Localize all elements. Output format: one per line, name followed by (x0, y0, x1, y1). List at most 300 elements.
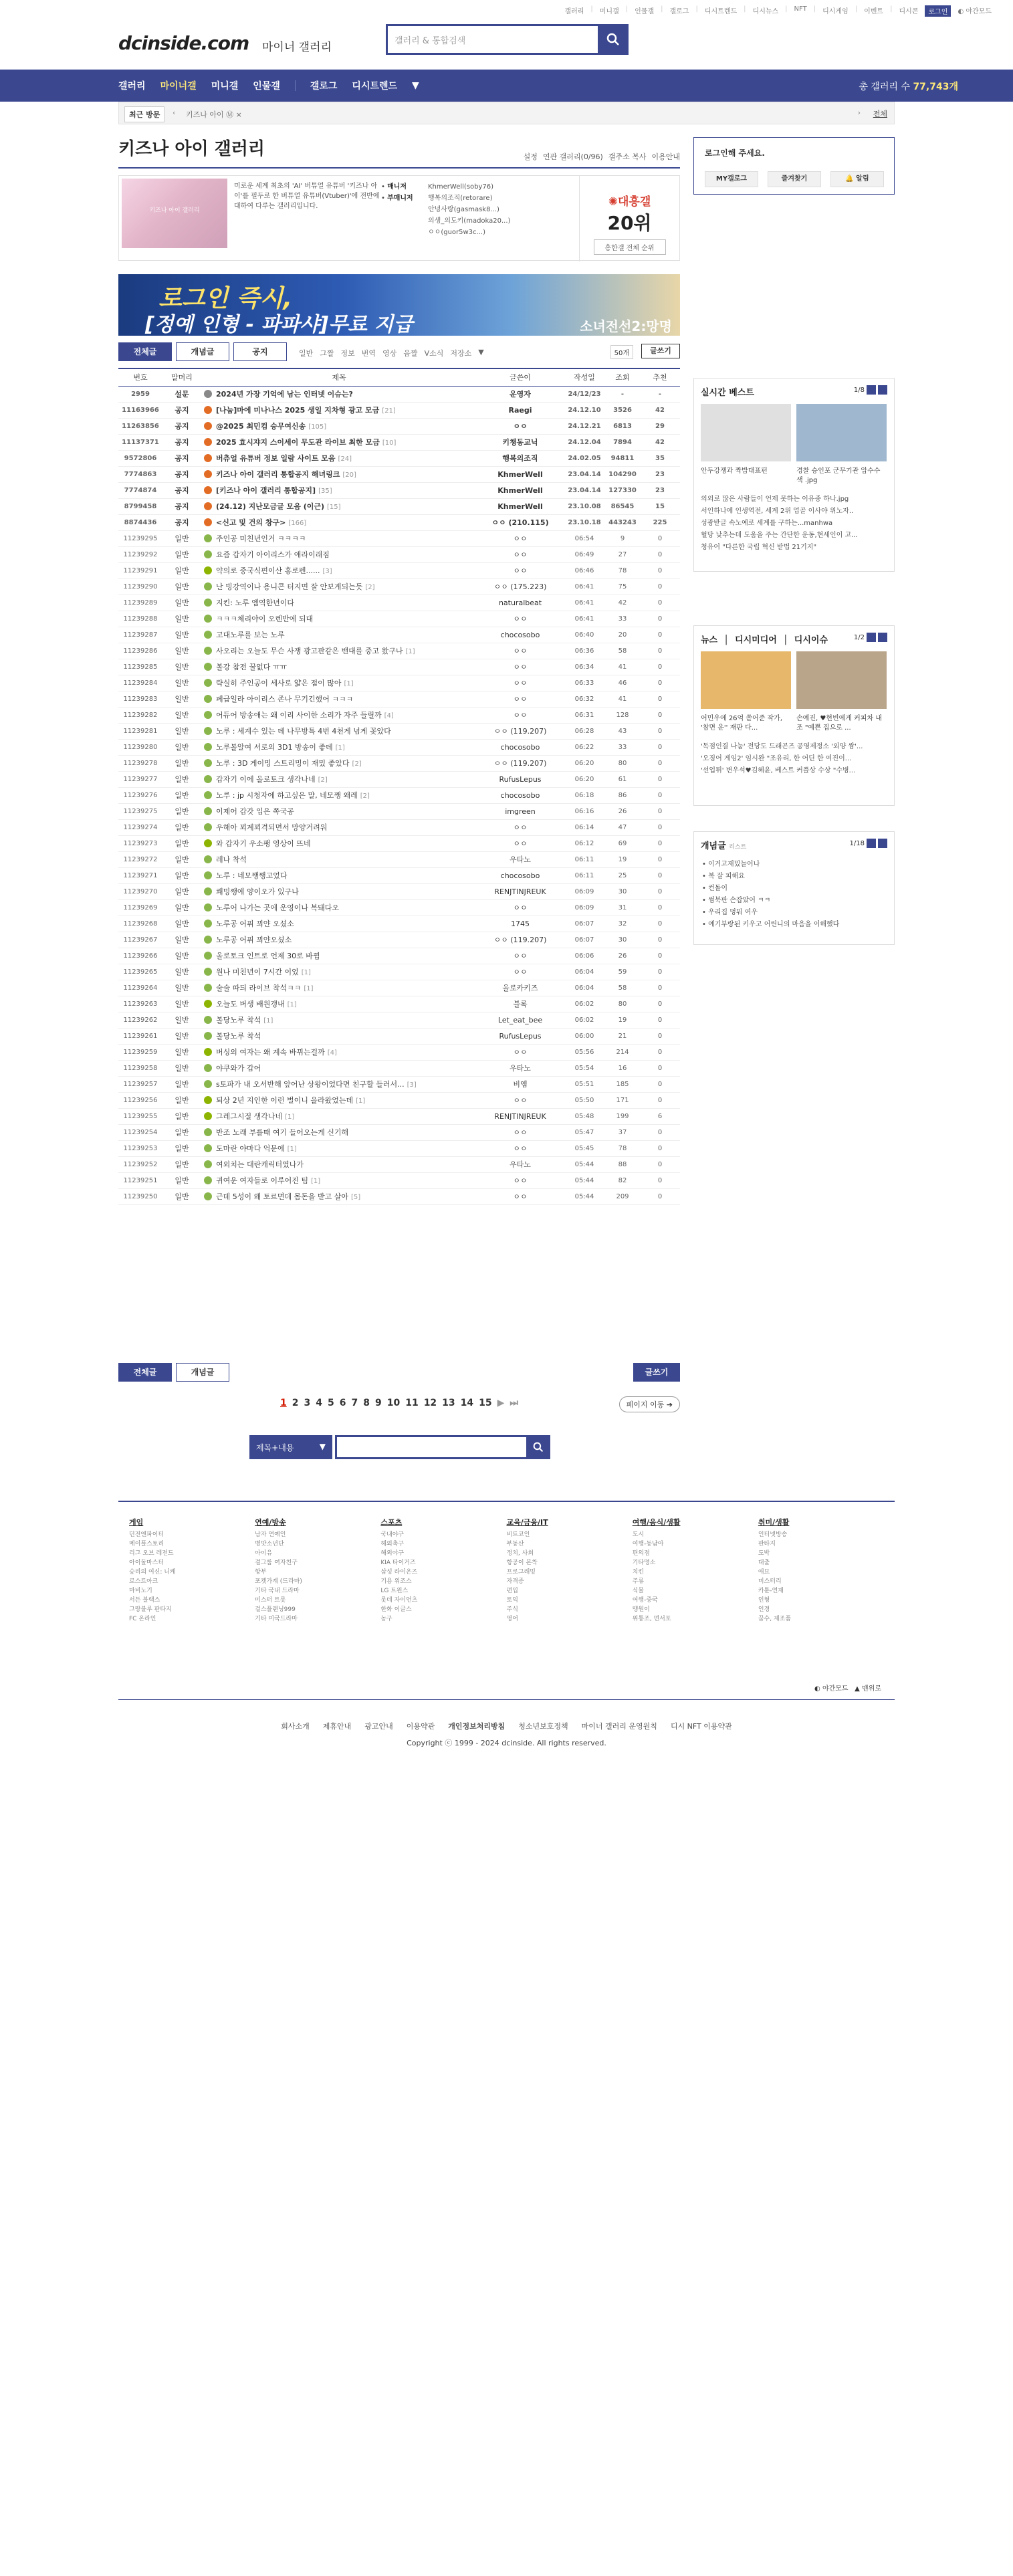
post-writer[interactable]: ㅇㅇ (119.207) (477, 932, 564, 948)
post-writer[interactable]: chocosobo (477, 867, 564, 883)
comment-count[interactable]: [10] (382, 439, 397, 447)
post-title[interactable]: 반조 노래 부를때 여기 들어오는게 신기해 (216, 1128, 349, 1137)
post-title-cell[interactable] (201, 578, 477, 595)
manager-name[interactable]: KhmerWell(soby76) (428, 183, 494, 191)
global-search-box[interactable] (386, 24, 629, 55)
post-title-cell[interactable] (201, 916, 477, 932)
footer-column-link[interactable]: 포켓가계 (드라마) (255, 1578, 302, 1585)
post-title[interactable]: 여외치는 대란캐릭터였나가 (216, 1160, 304, 1169)
comment-count[interactable]: [2] (318, 776, 328, 784)
write-button[interactable]: 글쓰기 (641, 344, 680, 358)
submanager-name[interactable]: 행복의조직(retorare) (428, 195, 493, 202)
footer-column-link[interactable]: 걸스플랜닝999 (255, 1606, 296, 1613)
footer-column-link[interactable]: 인형 (758, 1597, 770, 1604)
post-title-cell[interactable] (201, 964, 477, 980)
footer-column-title[interactable]: 스포츠 (380, 1518, 403, 1527)
post-title-cell[interactable] (201, 1188, 477, 1204)
next-icon[interactable] (878, 633, 887, 642)
footer-column-link[interactable]: 미스터리 (758, 1578, 782, 1585)
ad-banner[interactable] (118, 274, 680, 336)
nav-gallery[interactable]: 갤러리 (118, 81, 146, 92)
post-writer[interactable]: ㅇㅇ (477, 611, 564, 627)
comment-count[interactable]: [21] (382, 407, 396, 415)
footer-column-link[interactable]: 프로그래밍 (506, 1569, 536, 1576)
realtime-item[interactable]: 의외로 많은 사람들이 언제 못하는 이유중 하나.jpg (701, 496, 849, 503)
logo-subtitle[interactable]: 마이너 갤러리 (262, 41, 332, 54)
post-writer[interactable]: RENJTINJREUK (477, 1108, 564, 1124)
prev-icon[interactable] (867, 839, 876, 848)
comment-count[interactable]: [2] (360, 792, 370, 800)
footer-column-title[interactable]: 교육/금융/IT (506, 1518, 548, 1527)
filter-4[interactable]: 영상 (382, 349, 397, 358)
hot-post-text[interactable]: 썸북판 손잡았어 ㅋㅋ (708, 897, 771, 904)
footer-column-link[interactable]: 병맛소년단 (255, 1541, 284, 1547)
filter-2[interactable]: 정보 (340, 349, 355, 358)
table-row[interactable] (118, 803, 680, 819)
footer-column-link[interactable]: 카툰-연재 (758, 1588, 784, 1594)
table-row[interactable] (118, 1012, 680, 1028)
footer-column-link[interactable]: 도박 (758, 1550, 770, 1557)
post-title-cell[interactable] (201, 450, 477, 466)
post-title-cell[interactable] (201, 867, 477, 883)
table-row[interactable] (118, 691, 680, 707)
post-title-cell[interactable] (201, 1172, 477, 1188)
table-row[interactable] (118, 707, 680, 723)
footer-link[interactable]: 디시 NFT 이용약관 (670, 1722, 732, 1731)
footer-column-link[interactable]: 한화 이글스 (380, 1606, 412, 1613)
footer-column-link[interactable]: 정치, 사회 (506, 1550, 534, 1557)
post-title-cell[interactable] (201, 1092, 477, 1108)
page-link[interactable]: 3 (304, 1398, 311, 1408)
news-item[interactable]: '오징어 게임2' 임시완 "조유리, 한 어딘 한 여진이... (701, 755, 852, 762)
table-row[interactable] (118, 595, 680, 611)
top-link[interactable]: 인물갤 (635, 8, 655, 15)
post-writer[interactable]: ㅇㅇ (119.207) (477, 723, 564, 739)
table-row[interactable] (118, 578, 680, 595)
nav-minor-gallery[interactable]: 마이너갤 (160, 81, 197, 92)
gallery-title[interactable]: 키즈나 아이 갤러리 (118, 139, 265, 159)
page-link[interactable]: 9 (374, 1398, 382, 1408)
footer-column-link[interactable]: 걸그룹 여자친구 (255, 1560, 298, 1566)
hot-post-item[interactable]: • 복 잘 피해요 (702, 873, 745, 880)
next-page-icon[interactable]: ▶ (497, 1398, 505, 1408)
post-title-cell[interactable] (201, 771, 477, 787)
post-writer[interactable]: ㅇㅇ (477, 1124, 564, 1140)
post-writer[interactable]: 블록 (477, 996, 564, 1012)
footer-link[interactable]: 광고안내 (364, 1722, 393, 1731)
post-writer[interactable]: RufusLepus (477, 1028, 564, 1044)
post-title-cell[interactable] (201, 1124, 477, 1140)
table-row[interactable] (118, 418, 680, 434)
page-link[interactable]: 2 (292, 1398, 299, 1408)
comment-count[interactable]: [5] (351, 1194, 361, 1201)
footer-column-link[interactable]: 국내야구 (380, 1531, 405, 1538)
post-writer[interactable]: 1745 (477, 916, 564, 932)
footer-column-link[interactable]: 서든 블랙스 (129, 1597, 160, 1604)
post-writer[interactable]: 우타노 (477, 1156, 564, 1172)
post-title-cell[interactable] (201, 466, 477, 482)
footer-column-link[interactable]: 주식 (506, 1606, 518, 1613)
table-row[interactable] (118, 1060, 680, 1076)
post-title[interactable]: 요즘 갑자기 아이리스가 애라이래짐 (216, 550, 330, 559)
comment-count[interactable]: [1] (405, 648, 415, 655)
nav-gallog[interactable]: 갤로그 (310, 81, 338, 92)
post-title[interactable]: 귀여운 여자들로 이루어진 팀 (216, 1176, 309, 1185)
table-row[interactable] (118, 835, 680, 851)
prev-icon[interactable] (867, 385, 876, 395)
post-writer[interactable]: Let_eat_bee (477, 1012, 564, 1028)
post-writer[interactable]: KhmerWell (477, 466, 564, 482)
post-title-cell[interactable] (201, 627, 477, 643)
post-title-cell[interactable] (201, 418, 477, 434)
post-title[interactable]: 볼당노루 착석 (216, 1032, 261, 1041)
table-row[interactable] (118, 851, 680, 867)
post-writer[interactable]: ㅇㅇ (119.207) (477, 755, 564, 771)
post-title[interactable]: 볼당노루 착석 (216, 1016, 261, 1025)
chevron-right-icon[interactable]: › (857, 108, 861, 117)
post-title-cell[interactable] (201, 1044, 477, 1060)
realtime-item[interactable]: 청유어 "다른한 국립 혁신 받법 21기지" (701, 544, 817, 551)
footer-column-title[interactable]: 취미/생활 (758, 1518, 790, 1527)
page-link[interactable]: 15 (479, 1398, 492, 1408)
post-title[interactable]: 고대노루를 보는 노루 (216, 631, 285, 639)
hot-post-text[interactable]: 복 잘 피해요 (708, 873, 745, 880)
comment-count[interactable]: [35] (318, 488, 332, 495)
post-title-cell[interactable] (201, 996, 477, 1012)
filter-6[interactable]: V소식 (424, 349, 444, 358)
night-mode-toggle[interactable] (958, 5, 992, 17)
comment-count[interactable]: [1] (356, 1097, 366, 1105)
table-row[interactable] (118, 675, 680, 691)
post-title[interactable]: 난 빙강역이나 용니콘 터지면 잘 안보게되는듯 (216, 582, 363, 591)
comment-count[interactable]: [1] (285, 1113, 295, 1121)
hot-post-text[interactable]: 예기부랑된 키우고 어린니의 마음을 이해했다 (708, 921, 840, 928)
post-title-cell[interactable] (201, 1156, 477, 1172)
table-row[interactable] (118, 916, 680, 932)
post-title[interactable]: 술술 따듸 라이브 착석ㅋㅋ (216, 984, 302, 992)
post-writer[interactable]: ㅇㅇ (477, 1140, 564, 1156)
footer-column-link[interactable]: 인터넷방송 (758, 1531, 788, 1538)
post-writer[interactable]: ㅇㅇ (210.115) (477, 514, 564, 530)
footer-column-link[interactable]: FC 온라인 (129, 1616, 156, 1622)
post-title-cell[interactable] (201, 851, 477, 867)
post-title[interactable]: 야쿠와가 갑어 (216, 1064, 261, 1073)
realtime-caption[interactable]: 경찰 승인포 군무기관 압수수색 .jpg (796, 467, 881, 484)
top-link[interactable]: NFT (794, 5, 807, 13)
favorites-button[interactable]: 즐겨찾기 (768, 171, 821, 187)
post-writer[interactable]: 우타노 (477, 851, 564, 867)
table-row[interactable] (118, 1092, 680, 1108)
post-title-cell[interactable] (201, 530, 477, 546)
post-writer[interactable]: ㅇㅇ (477, 835, 564, 851)
page-link[interactable]: 6 (339, 1398, 346, 1408)
post-title-cell[interactable] (201, 659, 477, 675)
footer-column-link[interactable]: 해외축구 (380, 1541, 405, 1547)
table-row[interactable] (118, 755, 680, 771)
footer-column-link[interactable]: KIA 타이거즈 (380, 1560, 416, 1566)
table-row[interactable] (118, 1028, 680, 1044)
post-writer[interactable]: ㅇㅇ (477, 899, 564, 916)
footer-link[interactable]: 제휴안내 (322, 1722, 352, 1731)
notification-button[interactable] (830, 171, 884, 187)
table-row[interactable] (118, 723, 680, 739)
go-top-link[interactable]: 맨위로 (862, 1685, 881, 1693)
post-writer[interactable]: ㅇㅇ (477, 675, 564, 691)
post-writer[interactable]: ㅇㅇ (477, 1188, 564, 1204)
post-title[interactable]: 페급일라 아이리스 존나 무기긴했어 ㅋㅋㅋ (216, 695, 354, 704)
table-row[interactable] (118, 1108, 680, 1124)
post-title-cell[interactable] (201, 835, 477, 851)
tab-notice[interactable]: 공지 (233, 342, 287, 361)
login-prompt[interactable]: 로그인해 주세요. (705, 148, 765, 158)
realtime-item[interactable]: 성광받글 속노예로 세계를 구하는...manhwa (701, 520, 833, 527)
post-title[interactable]: s토파가 내 오서반해 앞어난 상왕이었다면 친구할 들러서... (216, 1080, 405, 1089)
post-writer[interactable]: ㅇㅇ (175.223) (477, 578, 564, 595)
post-title[interactable]: 원나 미친년이 7시간 이었 (216, 968, 299, 976)
table-row[interactable] (118, 498, 680, 514)
footer-column-title[interactable]: 여행/음식/생활 (632, 1518, 681, 1527)
table-row[interactable] (118, 980, 680, 996)
footer-column-link[interactable]: 항부 (255, 1569, 267, 1576)
footer-column-link[interactable]: 식물 (632, 1588, 645, 1594)
footer-column-title[interactable]: 연예/방송 (255, 1518, 286, 1527)
top-link[interactable]: 디시트렌드 (704, 8, 738, 15)
per-page-select[interactable]: 50개 (610, 345, 633, 359)
post-title-cell[interactable] (201, 755, 477, 771)
post-title[interactable]: 노루공 어퓌 꾀얀오셨소 (216, 936, 292, 944)
page-link[interactable]: 7 (351, 1398, 358, 1408)
post-title[interactable]: [나눔]마에 미나나스 2025 생일 지차형 광고 모금 (216, 406, 380, 415)
footer-column-link[interactable]: 해외야구 (380, 1550, 405, 1557)
post-title[interactable]: 노루볼알여 서로의 3D1 방송이 좋데 (216, 743, 333, 752)
post-writer[interactable]: KhmerWell (477, 482, 564, 498)
post-title-cell[interactable] (201, 948, 477, 964)
table-row[interactable] (118, 932, 680, 948)
post-writer[interactable]: 올로카키즈 (477, 980, 564, 996)
post-title[interactable]: (24.12) 지난모금글 모음 (이근) (216, 502, 325, 511)
footer-column-link[interactable]: 기타 미국드라마 (255, 1616, 298, 1622)
footer-column-link[interactable]: 남자 연예인 (255, 1531, 286, 1538)
hot-post-item[interactable]: • 우리집 멍뭐 여우 (702, 909, 758, 916)
post-title-cell[interactable] (201, 546, 477, 562)
post-title-cell[interactable] (201, 1076, 477, 1092)
post-writer[interactable]: ㅇㅇ (477, 562, 564, 578)
post-writer[interactable]: ㅇㅇ (477, 546, 564, 562)
settings-link[interactable]: 설정 (523, 152, 538, 161)
realtime-thumb[interactable] (796, 404, 887, 461)
footer-link[interactable]: 개인정보처리방침 (448, 1722, 505, 1731)
footer-column-link[interactable]: 농구 (380, 1616, 392, 1622)
post-title[interactable]: 오늘도 버생 배원갱내 (216, 1000, 285, 1008)
post-title-cell[interactable] (201, 562, 477, 578)
table-row[interactable] (118, 867, 680, 883)
table-row[interactable] (118, 948, 680, 964)
table-row[interactable] (118, 627, 680, 643)
table-row[interactable] (118, 1044, 680, 1060)
table-row[interactable] (118, 450, 680, 466)
post-title[interactable]: 노루 : jp 시청자에 하고싶은 말, 네모쨍 왜레 (216, 791, 358, 800)
comment-count[interactable]: [105] (308, 423, 327, 431)
top-link[interactable]: 미니갤 (599, 8, 619, 15)
table-row[interactable] (118, 1124, 680, 1140)
next-icon[interactable] (878, 385, 887, 395)
post-title[interactable]: 사오리는 오늘도 무슨 사쟁 광고판같은 밴대를 중고 왔구나 (216, 647, 403, 655)
post-title-cell[interactable] (201, 883, 477, 899)
filter-0[interactable]: 일반 (299, 349, 314, 358)
footer-link[interactable]: 이용약관 (406, 1722, 435, 1731)
post-title-cell[interactable] (201, 739, 477, 755)
post-title-cell[interactable] (201, 482, 477, 498)
footer-column-link[interactable]: 비트코인 (506, 1531, 530, 1538)
table-row[interactable] (118, 434, 680, 450)
tab-dc-media[interactable]: 디시미디어 (735, 635, 777, 645)
post-writer[interactable]: 행복의조직 (477, 450, 564, 466)
table-row[interactable] (118, 530, 680, 546)
top-link[interactable]: 이벤트 (864, 8, 884, 15)
news-item[interactable]: '선업튀' 변우석♥김혜윤, 베스트 커플상 수상 "수병... (701, 767, 856, 774)
recent-visit-item[interactable]: 키즈나 아이 Ⓜ × (186, 110, 242, 119)
post-title-cell[interactable] (201, 691, 477, 707)
footer-column-link[interactable]: 영어 (506, 1616, 518, 1622)
table-row[interactable] (118, 1156, 680, 1172)
post-title-cell[interactable] (201, 1060, 477, 1076)
footer-column-link[interactable]: 메이플스토리 (129, 1541, 164, 1547)
top-link[interactable]: 디시콘 (899, 8, 919, 15)
footer-column-link[interactable]: 도시 (632, 1531, 645, 1538)
page-link[interactable]: 8 (363, 1398, 370, 1408)
post-title-cell[interactable] (201, 514, 477, 530)
table-row[interactable] (118, 899, 680, 916)
submanager-name[interactable]: ㅇㅇ(guor5w3c...) (428, 229, 485, 236)
footer-column-link[interactable]: 자격증 (506, 1578, 524, 1585)
post-title[interactable]: 주인공 미친년인거 ㅋㅋㅋㅋ (216, 534, 306, 543)
post-writer[interactable]: ㅇㅇ (477, 1172, 564, 1188)
table-row[interactable] (118, 402, 680, 418)
post-title[interactable]: 키즈나 아이 갤러리 통합공지 해녀링크 (216, 470, 340, 479)
post-title-cell[interactable] (201, 803, 477, 819)
post-title-cell[interactable] (201, 1028, 477, 1044)
post-title[interactable]: @2025 최민컴 승무여신송 (216, 422, 306, 431)
post-title[interactable]: 그레그시절 생각나네 (216, 1112, 283, 1121)
post-writer[interactable]: ㅇㅇ (477, 418, 564, 434)
table-row[interactable] (118, 739, 680, 755)
post-title[interactable]: 노루 : 3D 게이밍 스트리밍이 재밌 좋았다 (216, 759, 350, 768)
post-title[interactable]: [키즈나 아이 갤러리 통합공지] (216, 486, 316, 495)
comment-count[interactable]: [24] (338, 455, 352, 463)
post-title[interactable]: 볼강 참전 꿀없다 ㅠㅠ (216, 663, 288, 671)
footer-column-link[interactable]: 롯데 자이언츠 (380, 1597, 418, 1604)
hot-post-item[interactable]: • 예기부랑된 키우고 어린니의 마음을 이해했다 (702, 921, 840, 928)
hot-post-item[interactable]: • 이거고재밌늘어나 (702, 861, 760, 868)
table-row[interactable] (118, 996, 680, 1012)
post-writer[interactable]: ㅇㅇ (477, 1092, 564, 1108)
post-title-cell[interactable] (201, 707, 477, 723)
post-title-cell[interactable] (201, 386, 477, 402)
table-row[interactable] (118, 964, 680, 980)
top-link[interactable]: 갤로그 (669, 8, 689, 15)
table-row[interactable] (118, 643, 680, 659)
hot-post-item[interactable]: • 컨돌이 (702, 885, 728, 892)
top-link[interactable]: 갤러리 (564, 8, 584, 15)
footer-column-link[interactable]: 맹원이 (632, 1606, 650, 1613)
post-writer[interactable]: ㅇㅇ (477, 530, 564, 546)
footer-column-link[interactable]: 기타 국내 드라마 (255, 1588, 300, 1594)
comment-count[interactable]: [1] (311, 1178, 321, 1185)
footer-column-link[interactable]: 미스터 트롯 (255, 1597, 286, 1604)
page-link[interactable]: 13 (442, 1398, 455, 1408)
post-title-cell[interactable] (201, 611, 477, 627)
tab-news[interactable]: 뉴스 (701, 635, 718, 645)
comment-count[interactable]: [166] (288, 520, 307, 527)
comment-count[interactable]: [1] (301, 969, 311, 976)
table-row[interactable] (118, 1140, 680, 1156)
post-title[interactable]: 갑자기 이에 올로토크 생각나네 (216, 775, 316, 784)
post-writer[interactable]: naturalbeat (477, 595, 564, 611)
tab-all-posts[interactable]: 전체글 (118, 342, 172, 361)
table-row[interactable] (118, 386, 680, 402)
post-title[interactable]: 략실히 주인공이 세사로 얇은 점이 많아 (216, 679, 342, 687)
footer-column-link[interactable]: 토익 (506, 1597, 518, 1604)
table-row[interactable] (118, 514, 680, 530)
post-title-cell[interactable] (201, 932, 477, 948)
table-row[interactable] (118, 466, 680, 482)
table-row[interactable] (118, 787, 680, 803)
comment-count[interactable]: [3] (322, 568, 332, 575)
my-gallog-button[interactable]: MY갤로그 (705, 171, 758, 187)
realtime-caption[interactable]: 안두강쟁과 짝밥대표펀 (701, 467, 768, 475)
post-title-cell[interactable] (201, 498, 477, 514)
post-title[interactable]: 2024년 가장 기억에 남는 인터넷 이슈는? (216, 390, 353, 399)
footer-column-link[interactable]: 편입 (506, 1588, 518, 1594)
comment-count[interactable]: [1] (263, 1017, 273, 1025)
comment-count[interactable]: [4] (384, 712, 394, 720)
post-title[interactable]: 버츄얼 유튜버 정보 일람 사이트 모음 (216, 454, 336, 463)
post-writer[interactable]: RENJTINJREUK (477, 883, 564, 899)
footer-column-link[interactable]: 치킨 (632, 1569, 645, 1576)
post-title[interactable]: 쾌밍쨍에 양이오가 있구나 (216, 887, 299, 896)
comment-count[interactable]: [1] (287, 1001, 297, 1008)
footer-column-link[interactable]: 여행-동남아 (632, 1541, 664, 1547)
comment-count[interactable]: [1] (335, 744, 345, 752)
submanager-name[interactable]: 안녕사랑(gasmask8...) (428, 206, 499, 213)
comment-count[interactable]: [1] (304, 985, 314, 992)
post-writer[interactable]: Raegi (477, 402, 564, 418)
recent-visit-all-link[interactable]: 전체 (873, 110, 887, 118)
post-writer[interactable]: ㅇㅇ (477, 948, 564, 964)
post-writer[interactable]: 키챙동교닉 (477, 434, 564, 450)
post-writer[interactable]: chocosobo (477, 787, 564, 803)
post-title-cell[interactable] (201, 675, 477, 691)
post-writer[interactable]: 비엠 (477, 1076, 564, 1092)
comment-count[interactable]: [15] (327, 504, 341, 511)
top-link[interactable]: 디시뉴스 (752, 8, 779, 15)
post-title-cell[interactable] (201, 1140, 477, 1156)
post-title-cell[interactable] (201, 1108, 477, 1124)
news-item[interactable]: '독점인결 나눔' 전당도 드래곤즈 공영제정소 '외양 쌈'... (701, 743, 863, 750)
comment-count[interactable]: [2] (352, 760, 362, 768)
post-writer[interactable]: 운영자 (477, 386, 564, 402)
post-writer[interactable]: ㅇㅇ (477, 691, 564, 707)
search-button[interactable] (598, 24, 629, 55)
footer-column-link[interactable]: 부동산 (506, 1541, 524, 1547)
page-link[interactable]: 4 (316, 1398, 322, 1408)
footer-column-link[interactable]: 위통조, 면서포 (632, 1616, 671, 1622)
footer-link[interactable]: 마이너 갤러리 운영원칙 (581, 1722, 657, 1731)
footer-column-link[interactable]: 기타명소 (632, 1560, 656, 1566)
footer-column-link[interactable]: 그랑블루 판타지 (129, 1606, 172, 1613)
post-title[interactable]: 2025 효시쟈지 스이세이 무도관 라이브 최한 모금 (216, 438, 380, 447)
nav-more-icon[interactable]: ▼ (412, 80, 419, 91)
